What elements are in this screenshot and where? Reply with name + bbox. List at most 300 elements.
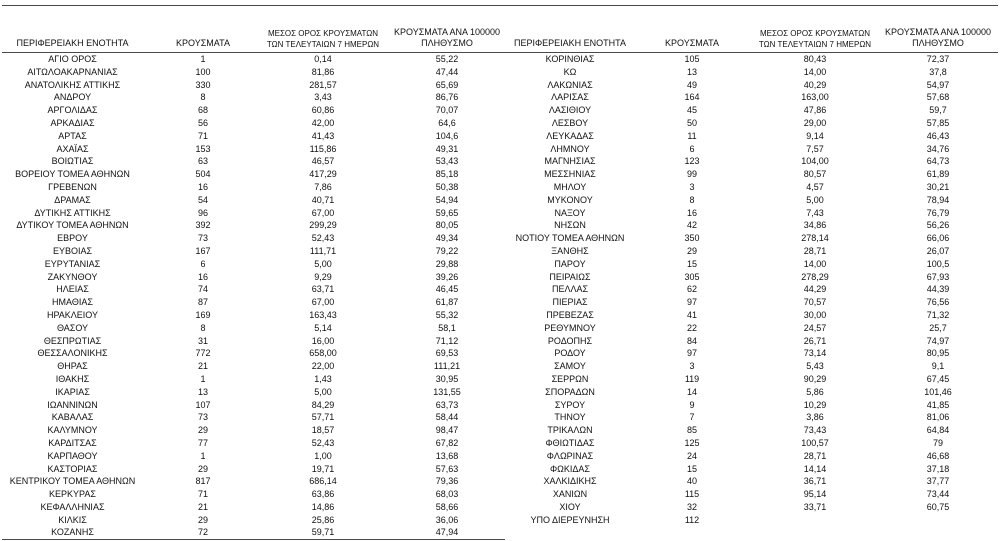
table-row <box>0 475 1000 488</box>
region-name-cell: ΔΥΤΙΚΟΥ ΤΟΜΕΑ ΑΘΗΝΩΝ <box>16 220 129 231</box>
table-row <box>0 463 1000 476</box>
avg7-cell: 57,71 <box>311 412 335 423</box>
column-header-per100k-line2: ΠΛΗΘΥΣΜΟ <box>421 38 473 48</box>
cases-cell: 84 <box>686 335 697 346</box>
cases-cell: 100 <box>195 66 211 77</box>
region-name-cell: ΚΕΝΤΡΙΚΟΥ ΤΟΜΕΑ ΑΘΗΝΩΝ <box>9 476 136 487</box>
per100k-cell: 72,37 <box>926 54 950 64</box>
table-row <box>0 514 1000 527</box>
region-name-cell: ΠΡΕΒΕΖΑΣ <box>546 309 594 320</box>
region-name-cell: ΕΥΡΥΤΑΝΙΑΣ <box>44 258 101 269</box>
per100k-cell: 26,07 <box>926 245 950 256</box>
region-name-cell: ΛΑΡΙΣΑΣ <box>551 92 589 103</box>
avg7-cell: 0,14 <box>314 54 332 64</box>
per100k-cell: 98,47 <box>435 425 459 436</box>
cases-cell: 74 <box>197 284 208 295</box>
region-name-cell: ΑΝΑΤΟΛΙΚΗΣ ΑΤΤΙΚΗΣ <box>24 79 121 90</box>
cases-cell: 8 <box>689 194 695 205</box>
avg7-cell: 9,29 <box>314 271 332 282</box>
per100k-cell: 30,95 <box>435 373 459 384</box>
cases-cell: 41 <box>686 309 697 320</box>
per100k-cell: 101,46 <box>924 386 952 397</box>
avg7-cell: 163,00 <box>801 92 829 103</box>
per100k-cell: 73,44 <box>926 489 950 500</box>
table-row <box>0 258 1000 271</box>
avg7-cell: 47,86 <box>803 105 827 116</box>
table-row <box>0 219 1000 232</box>
per100k-cell: 30,21 <box>926 181 950 192</box>
column-header-avg7-line2: ΤΩΝ ΤΕΛΕΥΤΑΙΩΝ 7 ΗΜΕΡΩΝ <box>758 40 872 49</box>
region-name-cell: ΡΟΔΟΥ <box>554 348 586 359</box>
table-row <box>0 411 1000 424</box>
cases-cell: 6 <box>689 143 695 154</box>
avg7-cell: 16,00 <box>311 335 335 346</box>
column-header-avg7-line2: ΤΩΝ ΤΕΛΕΥΤΑΙΩΝ 7 ΗΜΕΡΩΝ <box>266 40 380 49</box>
cases-cell: 8 <box>200 92 206 103</box>
avg7-cell: 115,86 <box>309 143 337 154</box>
avg7-cell: 33,71 <box>803 501 827 512</box>
per100k-cell: 41,85 <box>926 399 950 410</box>
per100k-cell: 63,73 <box>435 399 459 410</box>
cases-cell: 29 <box>197 463 208 474</box>
per100k-cell: 36,06 <box>435 514 459 525</box>
table-row <box>0 296 1000 309</box>
per100k-cell: 79,36 <box>435 476 459 487</box>
region-name-cell: ΘΗΡΑΣ <box>57 361 88 372</box>
region-name-cell: ΧΙΟΥ <box>559 501 581 512</box>
per100k-cell: 100,5 <box>926 258 950 269</box>
region-name-cell: ΝΗΣΩΝ <box>554 220 586 231</box>
per100k-cell: 39,26 <box>435 271 459 282</box>
per100k-cell: 34,76 <box>926 143 950 154</box>
avg7-cell: 686,14 <box>309 476 337 487</box>
column-header-region: ΠΕΡΙΦΕΡΕΙΑΚΗ ΕΝΟΤΗΤΑ <box>513 38 627 48</box>
cases-cell: 56 <box>197 117 208 128</box>
per100k-cell: 80,05 <box>435 220 459 231</box>
avg7-cell: 90,29 <box>803 373 827 384</box>
region-name-cell: ΚΑΣΤΟΡΙΑΣ <box>47 463 98 474</box>
cases-cell: 3 <box>689 181 695 192</box>
per100k-cell: 50,38 <box>435 181 459 192</box>
table-row <box>0 373 1000 386</box>
avg7-cell: 67,00 <box>311 297 335 308</box>
region-name-cell: ΚΟΖΑΝΗΣ <box>51 527 94 538</box>
region-name-cell: ΚΑΡΠΑΘΟΥ <box>47 450 98 461</box>
region-name-cell: ΡΕΘΥΜΝΟΥ <box>544 322 596 333</box>
column-header-cases: ΚΡΟΥΣΜΑΤΑ <box>176 38 230 48</box>
avg7-cell: 10,29 <box>803 399 827 410</box>
cases-cell: 63 <box>197 156 208 167</box>
regional-cases-table-right <box>0 53 1000 526</box>
per100k-cell: 49,34 <box>435 233 459 244</box>
table-row <box>0 143 1000 156</box>
per100k-cell: 37,8 <box>929 66 947 77</box>
cases-cell: 73 <box>197 412 208 423</box>
per100k-cell: 49,31 <box>435 143 459 154</box>
per100k-cell: 47,94 <box>435 527 459 538</box>
region-name-cell: ΚΩ <box>563 66 577 77</box>
avg7-cell: 278,14 <box>801 233 829 244</box>
cases-cell: 29 <box>686 245 697 256</box>
avg7-cell: 7,57 <box>806 143 824 154</box>
avg7-cell: 3,43 <box>314 92 332 103</box>
table-row <box>0 322 1000 335</box>
per100k-cell: 46,43 <box>926 130 950 141</box>
table-row <box>0 155 1000 168</box>
per100k-cell: 55,32 <box>435 309 459 320</box>
cases-cell: 42 <box>686 220 697 231</box>
avg7-cell: 28,71 <box>803 245 827 256</box>
cases-cell: 77 <box>197 437 208 448</box>
table-row <box>0 488 1000 501</box>
region-name-cell: ΞΑΝΘΗΣ <box>551 245 589 256</box>
cases-cell: 817 <box>195 476 211 487</box>
cases-cell: 73 <box>197 233 208 244</box>
cases-cell: 1 <box>200 450 206 461</box>
region-name-cell: ΕΥΒΟΙΑΣ <box>52 245 93 256</box>
region-name-cell: ΥΠΟ ΔΙΕΡΕΥΝΗΣΗ <box>530 514 610 525</box>
avg7-cell: 63,86 <box>311 489 335 500</box>
avg7-cell: 73,14 <box>803 348 827 359</box>
cases-cell: 68 <box>197 105 208 116</box>
per100k-cell: 59,65 <box>435 207 459 218</box>
table-row <box>0 207 1000 220</box>
region-name-cell: ΣΕΡΡΩΝ <box>551 373 589 384</box>
cases-cell: 11 <box>687 130 697 141</box>
avg7-cell: 73,43 <box>803 425 827 436</box>
per100k-cell: 85,18 <box>435 169 459 180</box>
per100k-cell: 46,68 <box>926 450 950 461</box>
cases-cell: 24 <box>686 450 697 461</box>
table-row <box>0 117 1000 130</box>
per100k-cell: 60,75 <box>926 501 950 512</box>
per100k-cell: 81,06 <box>926 412 950 423</box>
column-header-per100k-line1: ΚΡΟΥΣΜΑΤΑ ΑΝΑ 100000 <box>394 27 500 37</box>
per100k-cell: 64,84 <box>926 425 950 436</box>
avg7-cell: 40,71 <box>311 194 335 205</box>
region-name-cell: ΚΕΦΑΛΛΗΝΙΑΣ <box>40 501 105 512</box>
avg7-cell: 281,57 <box>309 79 337 90</box>
cases-cell: 3 <box>689 361 695 372</box>
region-name-cell: ΑΙΤΩΛΟΑΚΑΡΝΑΝΙΑΣ <box>27 66 118 77</box>
cases-cell: 54 <box>197 194 208 205</box>
per100k-cell: 25,7 <box>929 322 947 333</box>
table-row <box>0 386 1000 399</box>
avg7-cell: 67,00 <box>311 207 335 218</box>
avg7-cell: 1,43 <box>314 373 332 384</box>
cases-cell: 6 <box>200 258 206 269</box>
table-row <box>0 424 1000 437</box>
table-row <box>0 501 1000 514</box>
region-name-cell: ΝΑΞΟΥ <box>554 207 586 218</box>
table-row <box>0 79 1000 92</box>
per100k-cell <box>878 514 998 527</box>
region-name-cell: ΑΝΔΡΟΥ <box>53 92 92 103</box>
cases-cell: 1 <box>200 373 206 384</box>
region-name-cell: ΣΥΡΟΥ <box>554 399 586 410</box>
avg7-cell: 3,86 <box>806 412 824 423</box>
per100k-cell: 80,95 <box>926 348 950 359</box>
avg7-cell: 5,00 <box>806 194 824 205</box>
cases-cell: 49 <box>686 79 697 90</box>
cases-cell: 167 <box>195 245 211 256</box>
cases-cell: 71 <box>197 130 208 141</box>
per100k-cell: 67,45 <box>926 373 950 384</box>
cases-cell: 1 <box>200 54 206 64</box>
cases-cell: 350 <box>684 233 700 244</box>
per100k-cell: 74,97 <box>926 335 950 346</box>
per100k-cell: 58,66 <box>435 501 459 512</box>
per100k-cell: 67,82 <box>435 437 459 448</box>
table-row <box>0 271 1000 284</box>
avg7-cell: 80,57 <box>803 169 827 180</box>
avg7-cell: 41,43 <box>311 130 335 141</box>
avg7-cell: 95,14 <box>803 489 827 500</box>
per100k-cell: 69,53 <box>435 348 459 359</box>
region-name-cell: ΑΡΓΟΛΙΔΑΣ <box>47 105 98 116</box>
region-name-cell: ΗΛΕΙΑΣ <box>56 284 89 295</box>
cases-cell: 169 <box>195 309 211 320</box>
cases-cell: 16 <box>197 271 208 282</box>
cases-cell: 13 <box>686 66 697 77</box>
table-row <box>0 232 1000 245</box>
region-name-cell: ΑΧΑΪΑΣ <box>56 143 89 154</box>
region-name-cell: ΘΕΣΠΡΩΤΙΑΣ <box>43 335 102 346</box>
cases-cell: 22 <box>686 322 697 333</box>
region-name-cell: ΛΑΚΩΝΙΑΣ <box>547 79 593 90</box>
per100k-cell: 55,22 <box>435 54 459 64</box>
per100k-cell: 13,68 <box>435 450 459 461</box>
avg7-cell: 40,29 <box>803 79 827 90</box>
table-row <box>0 181 1000 194</box>
per100k-cell: 56,26 <box>926 220 950 231</box>
region-name-cell: ΗΡΑΚΛΕΙΟΥ <box>46 309 99 320</box>
region-name-cell: ΕΒΡΟΥ <box>57 233 88 244</box>
avg7-cell: 22,00 <box>311 361 335 372</box>
region-name-cell: ΝΟΤΙΟΥ ΤΟΜΕΑ ΑΘΗΝΩΝ <box>515 233 625 244</box>
avg7-cell: 7,86 <box>314 181 332 192</box>
avg7-cell: 104,00 <box>801 156 829 167</box>
avg7-cell: 5,86 <box>806 386 824 397</box>
region-name-cell: ΙΚΑΡΙΑΣ <box>55 386 90 397</box>
cases-cell: 123 <box>684 156 700 167</box>
avg7-cell: 7,43 <box>806 207 824 218</box>
region-name-cell: ΜΗΛΟΥ <box>553 181 587 192</box>
cases-cell: 99 <box>686 169 697 180</box>
cases-cell: 21 <box>197 501 208 512</box>
avg7-cell: 63,71 <box>311 284 335 295</box>
table-row <box>0 104 1000 117</box>
region-name-cell: ΧΑΛΚΙΔΙΚΗΣ <box>543 476 597 487</box>
table-row <box>0 347 1000 360</box>
cases-cell: 31 <box>197 335 208 346</box>
per100k-cell: 37,77 <box>926 476 950 487</box>
region-name-cell: ΧΑΝΙΩΝ <box>552 489 588 500</box>
region-name-cell: ΜΕΣΣΗΝΙΑΣ <box>544 169 596 180</box>
cases-cell: 15 <box>686 463 697 474</box>
avg7-cell: 5,00 <box>314 386 332 397</box>
per100k-cell: 86,76 <box>435 92 459 103</box>
region-name-cell: ΖΑΚΥΝΘΟΥ <box>47 271 98 282</box>
avg7-cell: 42,00 <box>311 117 335 128</box>
cases-cell: 29 <box>197 425 208 436</box>
per100k-cell: 54,97 <box>926 79 950 90</box>
avg7-cell: 60,86 <box>311 105 335 116</box>
avg7-cell: 28,71 <box>803 450 827 461</box>
region-name-cell: ΙΘΑΚΗΣ <box>55 373 90 384</box>
avg7-cell: 19,71 <box>311 463 335 474</box>
region-name-cell: ΚΕΡΚΥΡΑΣ <box>49 489 96 500</box>
avg7-cell: 5,14 <box>314 322 332 333</box>
column-header-avg7-line1: ΜΕΣΟΣ ΟΡΟΣ ΚΡΟΥΣΜΑΤΩΝ <box>759 29 871 38</box>
per100k-cell: 64,6 <box>438 117 456 128</box>
per100k-cell: 44,39 <box>926 284 950 295</box>
region-name-cell: ΔΥΤΙΚΗΣ ΑΤΤΙΚΗΣ <box>34 207 111 218</box>
cases-cell: 105 <box>684 54 700 64</box>
cases-cell: 16 <box>197 181 208 192</box>
table-row <box>0 245 1000 258</box>
avg7-cell: 5,00 <box>314 258 332 269</box>
avg7-cell: 34,86 <box>803 220 827 231</box>
cases-cell: 50 <box>686 117 697 128</box>
avg7-cell: 59,71 <box>311 527 335 538</box>
column-header-per100k <box>878 27 998 49</box>
per100k-cell: 53,43 <box>435 156 459 167</box>
table-row <box>0 53 1000 66</box>
avg7-cell: 417,29 <box>309 169 337 180</box>
table-row <box>0 309 1000 322</box>
cases-cell: 330 <box>195 79 211 90</box>
cases-cell: 772 <box>195 348 211 359</box>
per100k-cell: 104,6 <box>435 130 459 141</box>
region-name-cell: ΗΜΑΘΙΑΣ <box>52 297 93 308</box>
cases-cell: 62 <box>686 284 697 295</box>
cases-cell: 13 <box>197 386 208 397</box>
region-name-cell: ΚΑΛΥΜΝΟΥ <box>47 425 98 436</box>
avg7-cell: 100,57 <box>801 437 829 448</box>
cases-cell: 164 <box>684 92 700 103</box>
per100k-cell: 61,89 <box>926 169 950 180</box>
table-row <box>0 360 1000 373</box>
avg7-cell: 70,57 <box>803 297 827 308</box>
cases-cell: 392 <box>195 220 211 231</box>
region-name-cell: ΣΠΟΡΑΔΩΝ <box>545 386 595 397</box>
per100k-cell: 65,69 <box>435 79 459 90</box>
per100k-cell: 58,1 <box>438 322 456 333</box>
per100k-cell: 71,32 <box>926 309 950 320</box>
table-row <box>0 450 1000 463</box>
cases-cell: 87 <box>197 297 208 308</box>
table-row <box>0 283 1000 296</box>
per100k-cell: 57,68 <box>926 92 950 103</box>
region-name-cell: ΚΟΡΙΝΘΙΑΣ <box>545 54 595 64</box>
table-header-right <box>0 0 1000 53</box>
avg7-cell: 14,00 <box>803 66 827 77</box>
per100k-cell: 54,94 <box>435 194 459 205</box>
cases-cell: 504 <box>195 169 211 180</box>
table-row <box>0 526 1000 539</box>
region-name-cell: ΛΑΣΙΘΙΟΥ <box>548 105 592 116</box>
region-name-cell: ΡΟΔΟΠΗΣ <box>547 335 593 346</box>
avg7-cell: 14,86 <box>311 501 335 512</box>
cases-cell: 32 <box>686 501 697 512</box>
cases-cell: 97 <box>686 297 697 308</box>
avg7-cell: 1,00 <box>314 450 332 461</box>
per100k-cell: 59,7 <box>929 105 947 116</box>
column-header-cases: ΚΡΟΥΣΜΑΤΑ <box>665 38 719 48</box>
avg7-cell: 299,29 <box>309 220 337 231</box>
per100k-cell: 76,79 <box>926 207 950 218</box>
column-header-region: ΠΕΡΙΦΕΡΕΙΑΚΗ ΕΝΟΤΗΤΑ <box>16 38 129 48</box>
per100k-cell: 67,93 <box>926 271 950 282</box>
region-name-cell: ΑΡΚΑΔΙΑΣ <box>50 117 95 128</box>
region-name-cell: ΛΕΥΚΑΔΑΣ <box>546 130 594 141</box>
cases-cell: 96 <box>197 207 208 218</box>
avg7-cell: 84,29 <box>311 399 335 410</box>
per100k-cell: 78,94 <box>926 194 950 205</box>
region-name-cell: ΛΗΜΝΟΥ <box>550 143 590 154</box>
avg7-cell: 36,71 <box>803 476 827 487</box>
region-name-cell: ΦΛΩΡΙΝΑΣ <box>546 450 594 461</box>
cases-cell: 107 <box>195 399 211 410</box>
per100k-cell: 58,44 <box>435 412 459 423</box>
avg7-cell: 4,57 <box>806 181 824 192</box>
avg7-cell: 18,57 <box>311 425 335 436</box>
per100k-cell: 79 <box>932 437 943 448</box>
per100k-cell: 61,87 <box>435 297 459 308</box>
table-row <box>0 437 1000 450</box>
table-row <box>0 168 1000 181</box>
avg7-cell: 111,71 <box>309 245 337 256</box>
cases-cell: 97 <box>686 348 697 359</box>
region-name-cell: ΑΓΙΟ ΟΡΟΣ <box>48 54 97 64</box>
region-name-cell: ΛΕΣΒΟΥ <box>551 117 589 128</box>
per100k-cell: 71,12 <box>435 335 459 346</box>
region-name-cell: ΓΡΕΒΕΝΩΝ <box>48 181 97 192</box>
cases-cell: 305 <box>684 271 700 282</box>
cases-cell: 115 <box>684 489 700 500</box>
column-header-per100k-line1: ΚΡΟΥΣΜΑΤΑ ΑΝΑ 100000 <box>885 27 991 37</box>
avg7-cell: 46,57 <box>311 156 335 167</box>
cases-cell: 153 <box>195 143 211 154</box>
avg7-cell: 44,29 <box>803 284 827 295</box>
region-name-cell: ΘΑΣΟΥ <box>56 322 89 333</box>
avg7-cell: 26,71 <box>803 335 827 346</box>
region-name-cell: ΠΙΕΡΙΑΣ <box>552 297 588 308</box>
per100k-cell: 29,88 <box>435 258 459 269</box>
table-row <box>0 194 1000 207</box>
per100k-cell: 76,56 <box>926 297 950 308</box>
region-name-cell: ΤΡΙΚΑΛΩΝ <box>547 425 593 436</box>
region-name-cell: ΠΑΡΟΥ <box>554 258 586 269</box>
cases-cell: 40 <box>686 476 697 487</box>
region-name-cell: ΔΡΑΜΑΣ <box>54 194 91 205</box>
avg7-cell: 25,86 <box>311 514 335 525</box>
avg7-cell: 14,00 <box>803 258 827 269</box>
cases-cell: 29 <box>197 514 208 525</box>
region-name-cell: ΘΕΣΣΑΛΟΝΙΚΗΣ <box>37 348 108 359</box>
region-name-cell: ΚΑΒΑΛΑΣ <box>51 412 94 423</box>
avg7-cell: 29,00 <box>803 117 827 128</box>
region-name-cell: ΦΘΙΩΤΙΔΑΣ <box>545 437 595 448</box>
cases-cell: 8 <box>200 322 206 333</box>
avg7-cell: 80,43 <box>803 54 827 64</box>
avg7-cell: 9,14 <box>806 130 824 141</box>
per100k-cell: 111,21 <box>433 361 461 372</box>
table-row <box>0 399 1000 412</box>
per100k-cell: 47,44 <box>435 66 459 77</box>
table-row <box>0 91 1000 104</box>
